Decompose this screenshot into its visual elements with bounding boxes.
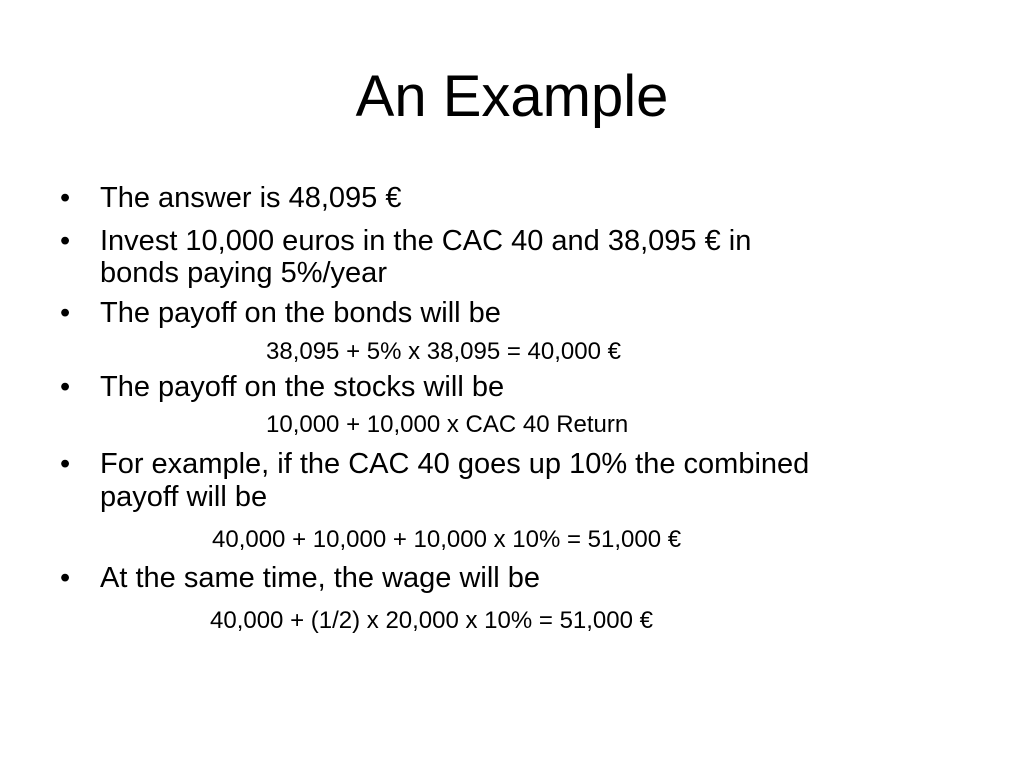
formula-combined-payoff: 40,000 + 10,000 + 10,000 x 10% = 51,000 € — [212, 526, 682, 553]
bullet-item-invest-continued: bonds paying 5%/year — [100, 257, 387, 289]
bullet-icon: • — [60, 448, 71, 480]
bullet-item-combined-payoff-continued: payoff will be — [100, 481, 268, 513]
bullet-item-bonds-payoff: The payoff on the bonds will be — [100, 297, 501, 329]
bullet-item-answer: The answer is 48,095 € — [100, 182, 402, 214]
bullet-item-stocks-payoff: The payoff on the stocks will be — [100, 371, 505, 403]
slide-title: An Example — [355, 64, 669, 129]
formula-bonds-payoff: 38,095 + 5% x 38,095 = 40,000 € — [266, 338, 621, 365]
bullet-icon: • — [60, 182, 71, 214]
bullet-icon: • — [60, 562, 71, 594]
formula-stocks-payoff: 10,000 + 10,000 x CAC 40 Return — [266, 411, 629, 438]
bullet-item-combined-payoff: For example, if the CAC 40 goes up 10% the combined — [100, 448, 810, 480]
bullet-icon: • — [60, 371, 71, 403]
bullet-item-wage: At the same time, the wage will be — [100, 562, 541, 594]
formula-wage: 40,000 + (1/2) x 20,000 x 10% = 51,000 € — [210, 607, 653, 634]
bullet-item-invest: Invest 10,000 euros in the CAC 40 and 38,095 € in — [100, 225, 752, 257]
bullet-icon: • — [60, 297, 71, 329]
bullet-icon: • — [60, 225, 71, 257]
